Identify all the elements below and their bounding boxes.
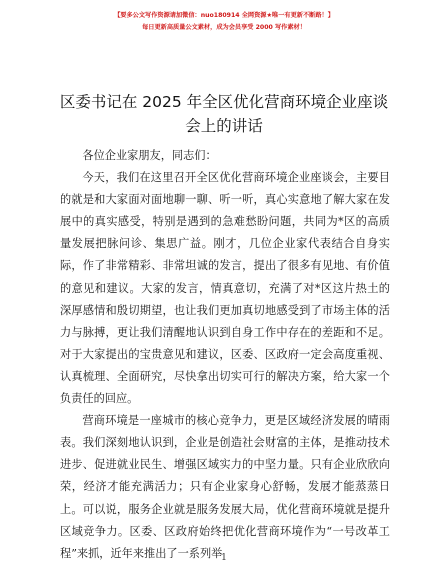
- promo-banner-line-2: 每日更新高质量公文素材，成为会员享受 2000 写作素材！: [142, 24, 306, 31]
- document-title-line-1: 区委书记在 2025 年全区优化营商环境企业座谈: [59, 93, 389, 111]
- paragraph-2: 营商环境是一座城市的核心竞争力，更是区域经济发展的晴雨表。我们深刻地认识到，企业是创造社会财富的主体，是推动技术进步、促进就业民生、增强区域实力的中坚力量。只有企业欣欣向荣，经济才能充满活力；只有企业家身心舒畅，发展才能蒸蒸日上。可以说，服务企业就是服务发展大局，优化营商环境就是提升区域竞争力。区委、区政府始终把优化营商环境作为“一号改革工程”来抓，近年来推出了一系列举: [60, 414, 390, 560]
- promo-banner-line-1: 【要多公文写作资源请加微信：nuo180914 全网资源★唯一有更新不断路！】: [114, 12, 334, 19]
- document-body: [60, 145, 390, 565]
- page-number: 1: [221, 553, 227, 563]
- document-title-line-2: 会上的讲话: [185, 117, 263, 135]
- paragraph-1: 今天，我们在这里召开全区优化营商环境企业座谈会，主要目的就是和大家面对面地聊一聊、听一听，真心实意地了解大家在发展中的真实感受，特别是遇到的急难愁盼问题，共同为*区的高质量发展把脉问诊、集思广益。刚才，几位企业家代表结合自身实际，作了非常精彩、非常坦诚的发言，提出了很多有见地、有价值的意见和建议。大家的发言，情真意切，充满了对*区这片热土的深厚感情和殷切期望，也让我们更加真切地感受到了市场主体的活力与脉搏，更让我们清醒地认识到自身工作中存在的差距和不足。对于大家提出的宝贵意见和建议，区委、区政府一定会高度重视、认真梳理、全面研究，尽快拿出切实可行的解决方案，给大家一个负责任的回应。: [60, 171, 390, 406]
- greeting: 各位企业家朋友，同志们：: [82, 149, 217, 162]
